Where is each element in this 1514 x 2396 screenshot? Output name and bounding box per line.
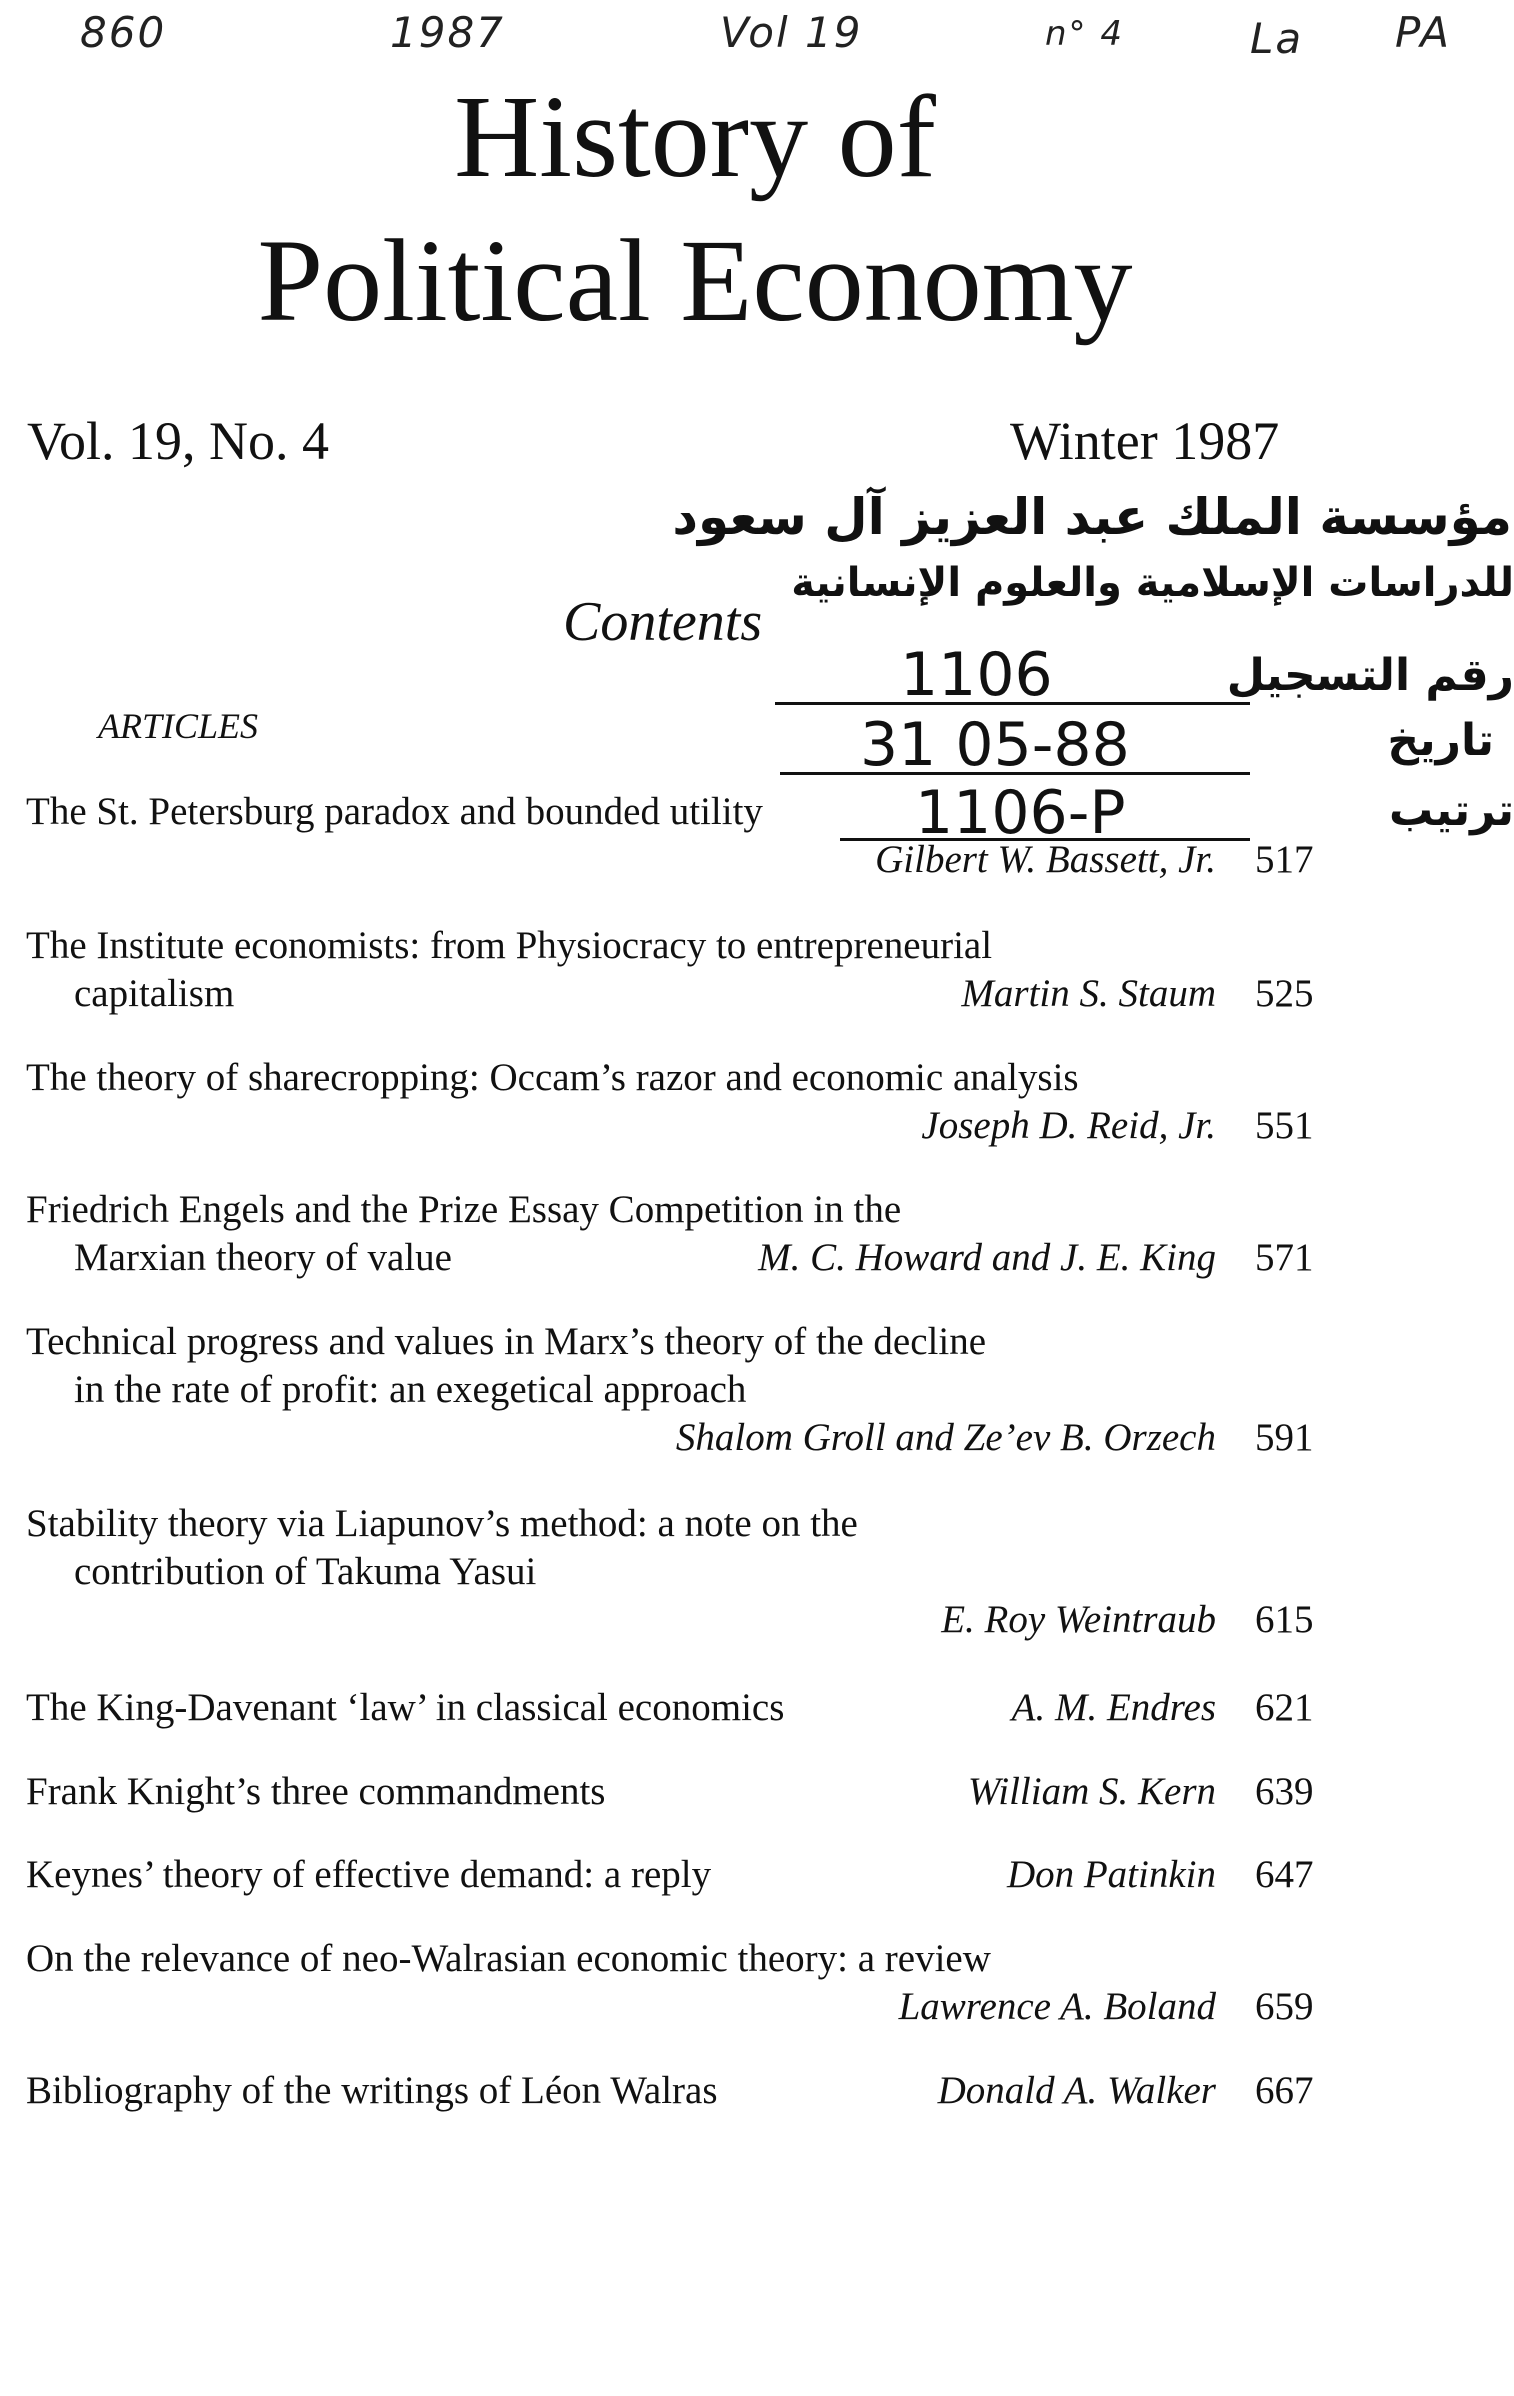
toc-author: Martin S. Staum <box>961 972 1216 1015</box>
toc-title-line: contribution of Takuma Yasui <box>74 1550 537 1593</box>
handwritten-note-5: La <box>1250 14 1304 63</box>
toc-title-line: capitalism <box>74 972 235 1015</box>
toc-author: William S. Kern <box>967 1770 1216 1813</box>
toc-page-number: 639 <box>1255 1770 1314 1813</box>
toc-page-number: 621 <box>1255 1686 1314 1729</box>
stamp-date-value: 31 05-88 <box>860 710 1130 780</box>
toc-title-line: The St. Petersburg paradox and bounded utility <box>26 790 763 833</box>
toc-page-number: 667 <box>1255 2069 1314 2112</box>
toc-title-line: Keynes’ theory of effective demand: a reply <box>26 1853 712 1896</box>
journal-title-line1: History of <box>454 71 936 202</box>
toc-entry <box>26 1851 1326 1899</box>
toc-page-number: 525 <box>1255 972 1314 1015</box>
toc-entry <box>26 1500 1326 1644</box>
stamp-reg-value: 1106 <box>900 640 1053 710</box>
toc-title-line: The theory of sharecropping: Occam’s razor and economic analysis <box>26 1056 1079 1099</box>
toc-entry <box>26 1186 1326 1282</box>
stamp-order-value: 1106-P <box>915 778 1126 848</box>
toc-entry <box>26 2067 1326 2115</box>
toc-author: A. M. Endres <box>1011 1686 1216 1729</box>
toc-page-number: 615 <box>1255 1598 1314 1641</box>
toc-author: Shalom Groll and Ze’ev B. Orzech <box>675 1416 1216 1459</box>
toc-entry <box>26 1318 1326 1462</box>
toc-title-line: Bibliography of the writings of Léon Walras <box>26 2069 718 2112</box>
toc-entry <box>26 922 1326 1018</box>
section-articles: ARTICLES <box>98 706 259 746</box>
stamp-reg-label: رقم التسجيل <box>1226 650 1514 701</box>
stamp-date-label: تاريخ <box>1387 715 1494 766</box>
journal-title-line2: Political Economy <box>257 215 1133 346</box>
toc-entry <box>26 1768 1326 1816</box>
stamp-order-label: ترتيب <box>1389 785 1514 836</box>
handwritten-note-1: 860 <box>80 8 167 57</box>
stamp-reg-line <box>775 702 1250 705</box>
handwritten-note-4: n° 4 <box>1045 14 1124 54</box>
toc-page-number: 659 <box>1255 1985 1314 2028</box>
toc-entry <box>26 1054 1326 1150</box>
stamp-date-line <box>780 772 1250 775</box>
toc-author: E. Roy Weintraub <box>941 1598 1216 1641</box>
toc-page-number: 551 <box>1255 1104 1314 1147</box>
toc-author: Joseph D. Reid, Jr. <box>921 1104 1216 1147</box>
stamp-line-1: مؤسسة الملك عبد العزيز آل سعود <box>672 488 1512 546</box>
toc-entry <box>26 1935 1326 2031</box>
toc-page-number: 591 <box>1255 1416 1314 1459</box>
contents-heading: Contents <box>563 591 763 653</box>
toc-author: M. C. Howard and J. E. King <box>758 1236 1216 1279</box>
handwritten-note-2: 1987 <box>390 8 505 57</box>
volume-number: Vol. 19, No. 4 <box>27 411 330 471</box>
toc-title-line: The King-Davenant ‘law’ in classical economics <box>26 1686 785 1729</box>
issue-season: Winter 1987 <box>1010 411 1280 471</box>
toc-title-line: Stability theory via Liapunov’s method: a note on the <box>26 1502 858 1545</box>
toc-author: Donald A. Walker <box>937 2069 1216 2112</box>
toc-title-line: Technical progress and values in Marx’s theory of the decline <box>26 1320 987 1363</box>
toc-title-line: in the rate of profit: an exegetical approach <box>74 1368 747 1411</box>
toc-page-number: 647 <box>1255 1853 1314 1896</box>
toc-author: Gilbert W. Bassett, Jr. <box>875 838 1216 881</box>
handwritten-note-3: Vol 19 <box>720 8 863 57</box>
toc-title-line: Friedrich Engels and the Prize Essay Competition in the <box>26 1188 902 1231</box>
toc-title-line: The Institute economists: from Physiocracy to entrepreneurial <box>26 924 993 967</box>
toc-author: Don Patinkin <box>1006 1853 1216 1896</box>
stamp-line-2: للدراسات الإسلامية والعلوم الإنسانية <box>791 560 1514 606</box>
toc-title-line: On the relevance of neo-Walrasian economic theory: a review <box>26 1937 991 1980</box>
toc-title-line: Marxian theory of value <box>74 1236 452 1279</box>
toc-title-line: Frank Knight’s three commandments <box>26 1770 606 1813</box>
handwritten-note-6: PA <box>1395 8 1451 57</box>
toc-entry <box>26 788 1326 884</box>
toc-page-number: 517 <box>1255 838 1314 881</box>
toc-entry <box>26 1684 1326 1732</box>
toc-author: Lawrence A. Boland <box>898 1985 1216 2028</box>
toc-page-number: 571 <box>1255 1236 1314 1279</box>
